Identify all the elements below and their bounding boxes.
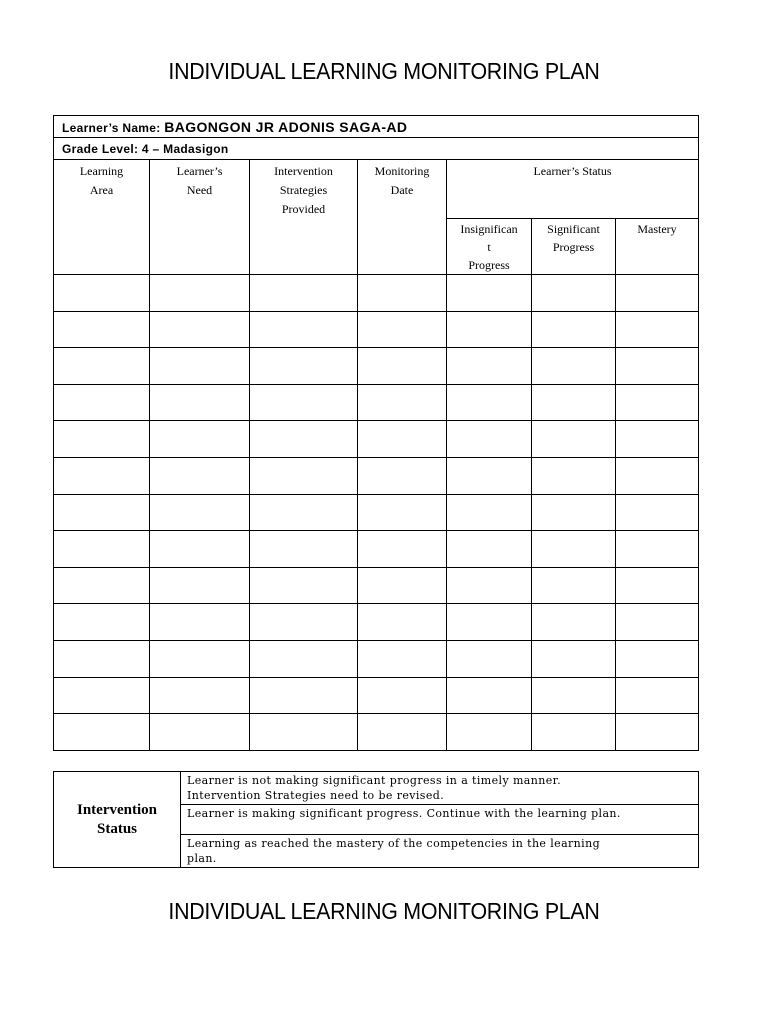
table-cell (54, 494, 150, 531)
table-cell (250, 714, 358, 751)
table-cell (54, 567, 150, 604)
table-cell (54, 275, 150, 312)
table-row (54, 348, 699, 385)
table-cell (150, 567, 250, 604)
table-cell (250, 677, 358, 714)
table-cell (447, 714, 532, 751)
table-cell (150, 384, 250, 421)
table-cell (358, 677, 447, 714)
table-cell (250, 311, 358, 348)
table-cell (447, 421, 532, 458)
table-cell (150, 457, 250, 494)
table-cell (447, 457, 532, 494)
col-header-intervention-strategies: Intervention Strategies Provided (250, 160, 358, 275)
table-cell (150, 531, 250, 568)
table-cell (150, 421, 250, 458)
table-cell (532, 604, 616, 641)
table-cell (54, 640, 150, 677)
col-header-significant-progress: Significant Progress (532, 219, 616, 275)
table-row (54, 384, 699, 421)
status-mastery: Learning as reached the mastery of the competencies in the learning plan. (181, 835, 699, 868)
table-cell (150, 640, 250, 677)
table-cell (358, 604, 447, 641)
table-cell (358, 348, 447, 385)
table-cell (447, 567, 532, 604)
table-cell (358, 384, 447, 421)
table-cell (250, 494, 358, 531)
table-cell (532, 714, 616, 751)
table-cell (447, 384, 532, 421)
table-cell (447, 640, 532, 677)
learner-name-value: BAGONGON JR ADONIS SAGA-AD (164, 118, 408, 135)
table-row (54, 275, 699, 312)
intervention-status-table (53, 771, 699, 868)
table-cell (358, 421, 447, 458)
table-cell (150, 494, 250, 531)
table-cell (532, 531, 616, 568)
table-cell (250, 275, 358, 312)
table-cell (616, 604, 699, 641)
table-cell (358, 494, 447, 531)
table-cell (616, 494, 699, 531)
table-cell (250, 640, 358, 677)
status-not-significant-progress: Learner is not making significant progress in a timely manner. Intervention Strategies need to be revised. (181, 772, 699, 805)
table-cell (150, 348, 250, 385)
table-cell (54, 531, 150, 568)
table-cell (250, 531, 358, 568)
table-row (54, 494, 699, 531)
table-cell (532, 384, 616, 421)
table-cell (447, 348, 532, 385)
table-cell (447, 604, 532, 641)
table-cell (532, 677, 616, 714)
table-row (54, 604, 699, 641)
table-row (54, 714, 699, 751)
table-row (54, 421, 699, 458)
table-cell (54, 714, 150, 751)
status-significant-progress: Learner is making significant progress. Continue with the learning plan. (181, 805, 699, 835)
table-cell (532, 640, 616, 677)
table-cell (54, 457, 150, 494)
table-cell (54, 677, 150, 714)
table-cell (532, 421, 616, 458)
table-cell (616, 275, 699, 312)
page-title-repeat: INDIVIDUAL LEARNING MONITORING PLAN (168, 898, 600, 924)
table-cell (616, 457, 699, 494)
col-header-learners-need: Learner’s Need (150, 160, 250, 275)
table-cell (358, 640, 447, 677)
table-cell (358, 457, 447, 494)
table-cell (616, 348, 699, 385)
table-cell (250, 567, 358, 604)
table-row (54, 457, 699, 494)
table-cell (532, 275, 616, 312)
table-cell (150, 714, 250, 751)
table-cell (532, 457, 616, 494)
table-cell (532, 494, 616, 531)
table-cell (447, 677, 532, 714)
table-cell (250, 421, 358, 458)
table-cell (616, 714, 699, 751)
table-cell (616, 384, 699, 421)
table-cell (54, 311, 150, 348)
table-cell (54, 604, 150, 641)
learner-name-row (54, 116, 699, 138)
table-cell (358, 567, 447, 604)
table-cell (532, 311, 616, 348)
table-cell (250, 604, 358, 641)
table-cell (250, 348, 358, 385)
table-cell (250, 457, 358, 494)
col-header-mastery: Mastery (616, 219, 699, 275)
table-cell (616, 311, 699, 348)
col-header-insignificant-progress: Insignifican t Progress (447, 219, 532, 275)
grade-level: Grade Level: 4 – Madasigon (54, 138, 699, 160)
table-cell (358, 311, 447, 348)
table-cell (54, 384, 150, 421)
intervention-status-label: Intervention Status (54, 772, 181, 868)
table-cell (447, 531, 532, 568)
table-cell (447, 494, 532, 531)
table-cell (150, 677, 250, 714)
table-row (54, 640, 699, 677)
table-row (54, 677, 699, 714)
learner-name-label: Learner’s Name: (62, 120, 161, 135)
col-header-monitoring-date: Monitoring Date (358, 160, 447, 275)
table-row (54, 311, 699, 348)
table-cell (447, 275, 532, 312)
table-cell (358, 275, 447, 312)
table-cell (150, 311, 250, 348)
col-header-learning-area: Learning Area (54, 160, 150, 275)
col-header-learners-status: Learner’s Status (447, 160, 699, 219)
monitoring-plan-table (53, 115, 699, 751)
table-cell (250, 384, 358, 421)
table-cell (616, 421, 699, 458)
table-cell (54, 348, 150, 385)
table-cell (54, 421, 150, 458)
table-cell (150, 604, 250, 641)
table-cell (358, 714, 447, 751)
table-cell (447, 311, 532, 348)
table-row (54, 531, 699, 568)
table-cell (616, 677, 699, 714)
table-cell (616, 640, 699, 677)
table-cell (358, 531, 447, 568)
page-title: INDIVIDUAL LEARNING MONITORING PLAN (168, 58, 600, 84)
table-cell (616, 567, 699, 604)
table-cell (532, 348, 616, 385)
table-cell (616, 531, 699, 568)
table-row (54, 567, 699, 604)
table-cell (150, 275, 250, 312)
table-cell (532, 567, 616, 604)
